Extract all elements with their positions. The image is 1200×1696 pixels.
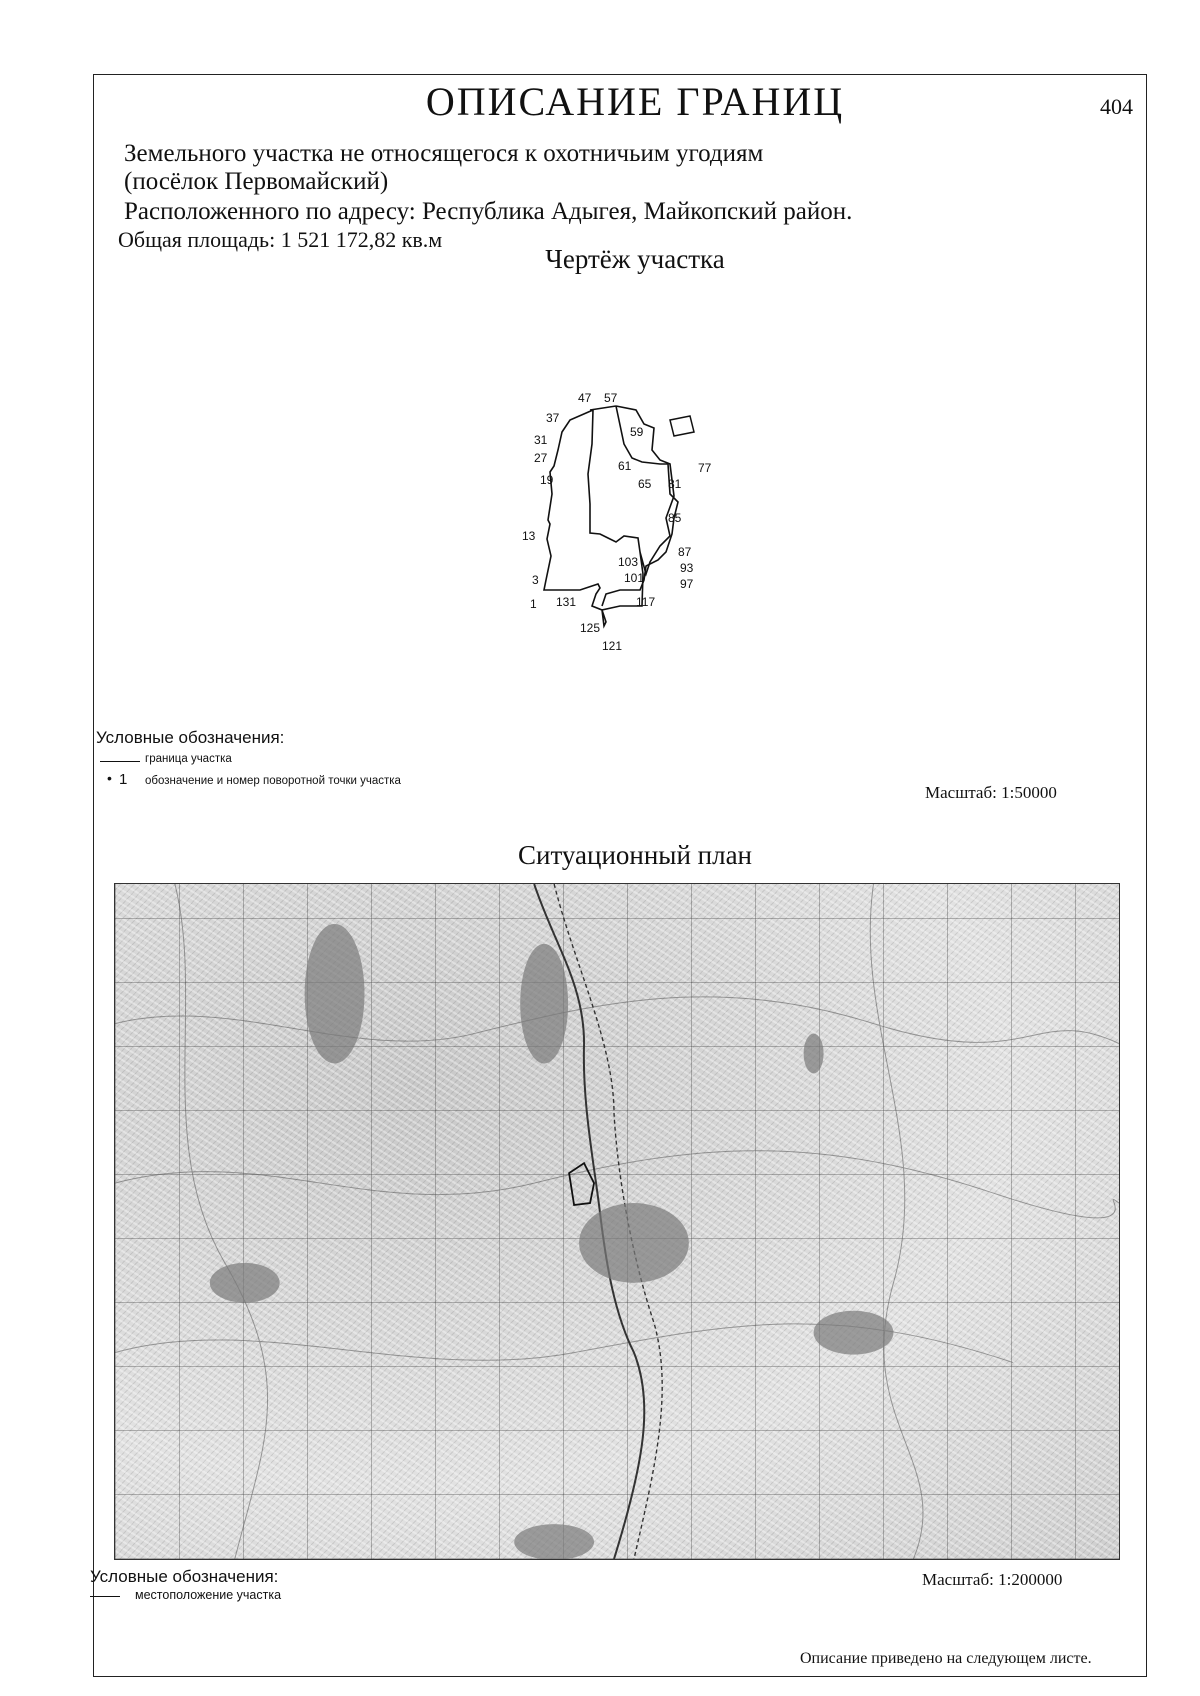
plot-point-label: 13 — [522, 529, 536, 543]
plot-point-label: 65 — [638, 477, 652, 491]
situation-heading: Ситуационный план — [517, 840, 753, 870]
plot-point-label: 59 — [630, 425, 644, 439]
location-legend-text: местоположение участка — [135, 1588, 282, 1602]
plot-point-label: 81 — [668, 477, 682, 491]
boundary-legend-text: граница участка — [145, 753, 232, 765]
settlement — [804, 1034, 824, 1074]
plot-point-label: 19 — [540, 473, 554, 487]
plot-point-label: 97 — [680, 577, 694, 591]
plot-point-label: 31 — [534, 433, 548, 447]
boundary-line-symbol — [100, 761, 140, 762]
document-title: ОПИСАНИЕ ГРАНИЦ — [425, 79, 845, 124]
settlement — [305, 924, 365, 1064]
description-line-1: Земельного участка не относящегося к охотничьим угодиям — [124, 140, 764, 167]
map-legend-title: Условные обозначения: — [90, 1567, 279, 1586]
footer-note: Описание приведено на следующем листе. — [800, 1650, 1092, 1667]
settlement — [210, 1263, 280, 1303]
plot-point-label: 85 — [668, 511, 682, 525]
plot-point-label: 101 — [624, 571, 645, 585]
plot-point-label: 37 — [546, 411, 560, 425]
description-address: Расположенного по адресу: Республика Адыгея, Майкопский район. — [124, 198, 853, 225]
settlement — [514, 1524, 594, 1559]
plot-heading: Чертёж участка — [545, 244, 725, 274]
settlement — [579, 1203, 689, 1283]
plot-drawing — [520, 384, 740, 654]
plot-scale: Масштаб: 1:50000 — [925, 783, 1057, 802]
plot-point-label: 27 — [534, 451, 548, 465]
plot-point-label: 57 — [604, 391, 618, 405]
plot-point-label: 77 — [698, 461, 712, 475]
plot-point-label: 117 — [636, 595, 656, 609]
page-number: 404 — [1100, 94, 1133, 119]
plot-point-label: 3 — [532, 573, 539, 587]
plot-point-label: 103 — [618, 555, 639, 569]
point-dot-icon: • — [107, 770, 112, 786]
plot-point-label: 93 — [680, 561, 694, 575]
plot-point-label: 61 — [618, 459, 632, 473]
map-scale: Масштаб: 1:200000 — [922, 1570, 1063, 1589]
description-line-2: (посёлок Первомайский) — [124, 168, 389, 195]
site-location-marker — [569, 1163, 594, 1205]
plot-legend-title: Условные обозначения: — [96, 728, 285, 747]
location-line-symbol — [90, 1596, 120, 1597]
situation-map — [114, 883, 1120, 1560]
plot-point-label: 121 — [602, 639, 623, 653]
description-area: Общая площадь: 1 521 172,82 кв.м — [118, 227, 443, 252]
plot-point-label: 125 — [580, 621, 601, 635]
plot-point-label: 1 — [530, 597, 537, 611]
settlement — [520, 944, 568, 1064]
settlement — [814, 1311, 894, 1355]
plot-point-label: 87 — [678, 545, 692, 559]
plot-enclave-77 — [670, 416, 694, 436]
point-legend-text: обозначение и номер поворотной точки участка — [145, 775, 401, 787]
plot-point-label: 131 — [556, 595, 577, 609]
plot-point-label: 47 — [578, 391, 592, 405]
point-symbol-number: 1 — [119, 771, 128, 788]
